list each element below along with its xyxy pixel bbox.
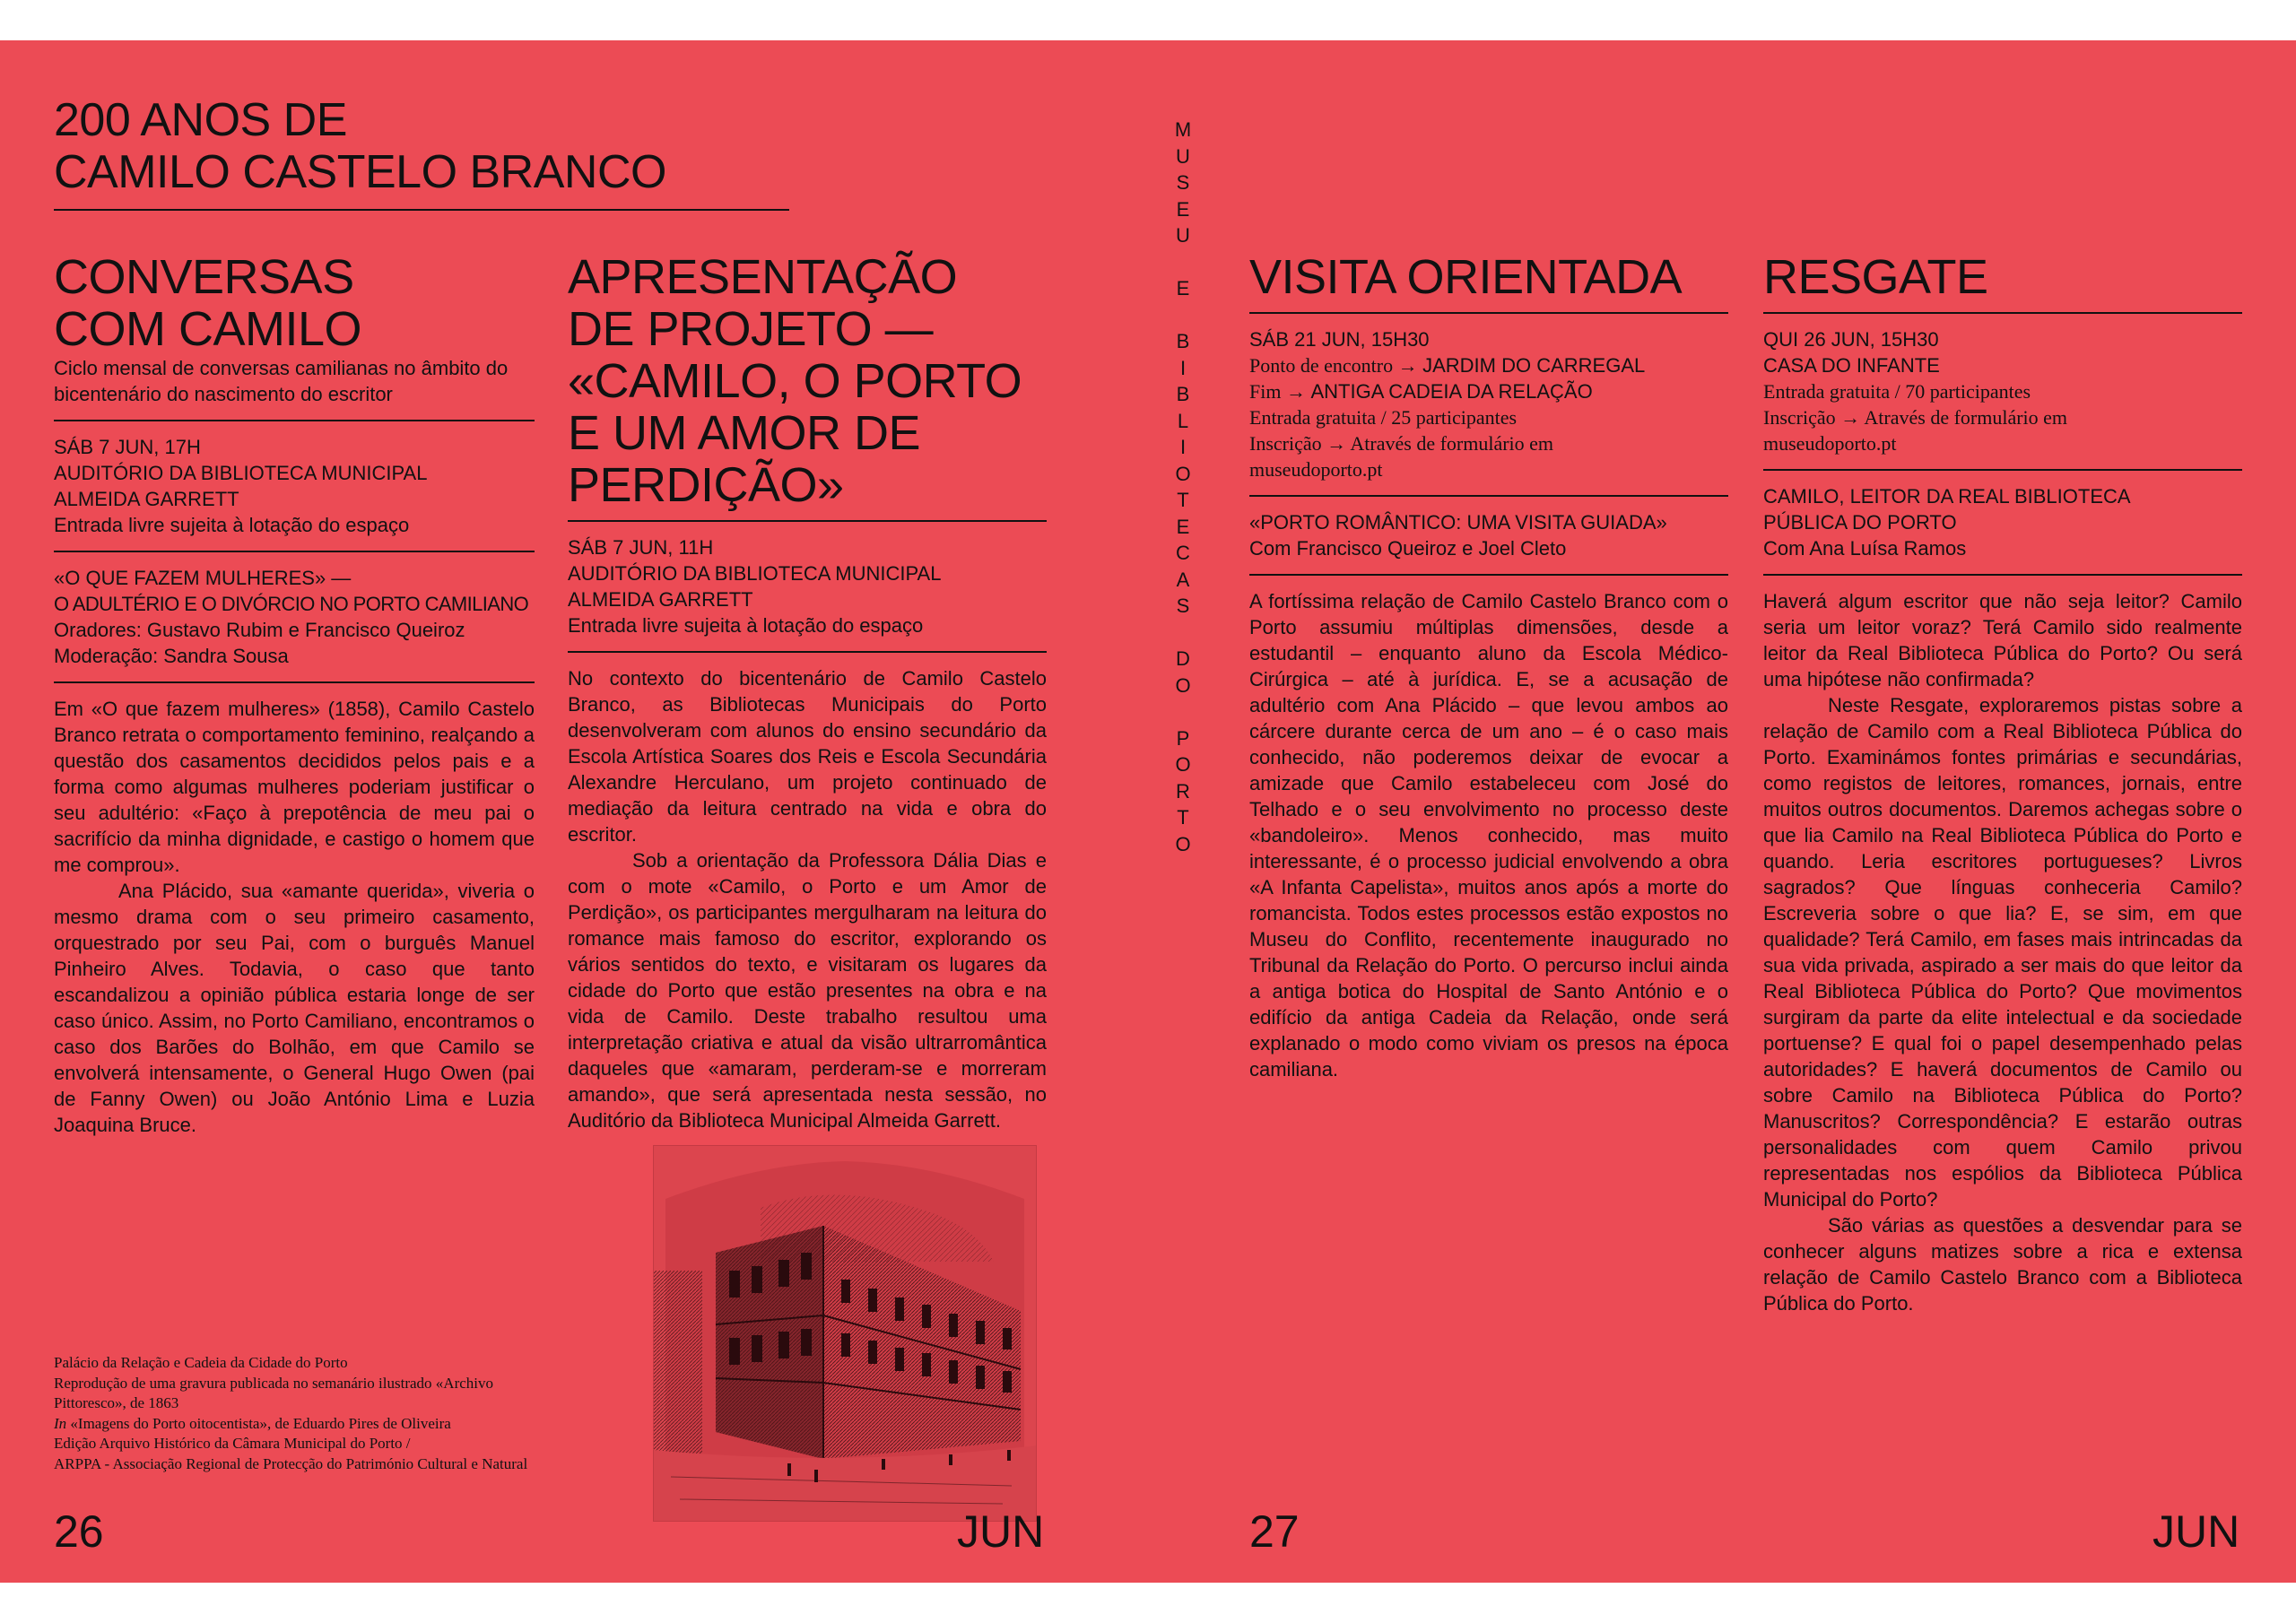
speakers: Oradores: Gustavo Rubim e Francisco Queiroz [54,619,465,641]
caption-text: «Imagens do Porto oitocentista», de Eduardo Pires de Oliveira [70,1414,451,1432]
moderator: Moderação: Sandra Sousa [54,645,289,667]
paragraph: Ana Plácido, sua «amante querida», viveria o mesmo drama com o seu primeiro casamento, orquestrado por seu Pai, com o burguês Manuel Pinheiro Alves. Todavia, o caso que tanto escandalizou a opinião pública estaria longe de ser caso único. Assim, no Porto Camiliano, encontramos o caso dos Barões do Bolhão, em que Camilo se envolverá intensamente, o General Hugo Owen (pai de Fanny Owen) ou João António Lima e Luzia Joaquina Bruce. [54,880,535,1136]
subtitle-line: bicentenário do nascimento do escritor [54,383,393,405]
apresentacao-body [568,665,1047,1133]
detail-value: Através de formulário em [1864,406,2068,429]
visita-session [1249,509,1728,576]
paragraph: Em «O que fazem mulheres» (1858), Camilo Castelo Branco retrata o comportamento feminino, realçando a questão dos casamentos decididos pelos pais e a forma como algumas mulheres poderiam justificar o seu adultério: «Faço à prepotência de meu pai o sacrifício da minha dignidade, e castigo o homem que me comprou». [54,698,535,876]
engraving-image [653,1145,1037,1522]
vertical-letter: S [1176,595,1190,617]
paragraph: Neste Resgate, exploraremos pistas sobre a relação de Camilo com a Real Biblioteca Pública do Porto. Examinámos fontes primárias e secundárias, como registos de leitores, romances, jornais, entre muitos outros documentos. Daremos achegas sobre o que lia Camilo na Real Biblioteca Pública do Porto e quando. Leria escritores portugueses? Livros sagrados? Que línguas conheceria Camilo? Escreveria sobre o que lia? E, se sim, em que qualidade? Terá Camilo, em fases mais intrincadas da sua vida privada, aspirado a ser mais do que leitor da Real Biblioteca Pública do Porto? Que movimentos surgiram da parte da elite intelectual e da sociedade portuense? E qual foi o papel desempenhado pelas autoridades? E haverá documentos de Camilo ou sobre Camilo na Biblioteca Pública do Porto? Manuscritos? Correspondência? E estarão outras personalidades com quem Camilo privou representadas nos espólios da Biblioteca Pública Municipal do Porto? [1763,694,2242,1211]
admission: Entrada livre sujeita à lotação do espaço [568,614,924,637]
date-time [1763,326,2242,352]
detail-value: ANTIGA CADEIA DA RELAÇÃO [1310,380,1593,403]
conversas-session [54,565,535,683]
visita-title: VISITA ORIENTADA [1249,251,1728,314]
venue: AUDITÓRIO DA BIBLIOTECA MUNICIPAL [568,562,942,585]
caption-line: Reprodução de uma gravura publicada no semanário ilustrado «Archivo [54,1374,494,1392]
title-line: CONVERSAS [54,250,354,304]
paragraph: São várias as questões a desvendar para se conhecer alguns matizes sobre a rica e extensa relação de Camilo Castelo Branco com a Biblioteca Pública do Porto. [1763,1214,2242,1315]
vertical-letter: P [1176,726,1190,750]
venue: ALMEIDA GARRETT [568,588,753,611]
vertical-letter [1172,249,1194,276]
detail-label: Inscrição → [1763,406,1865,429]
main-title-line: CAMILO CASTELO BRANCO [54,146,666,198]
apresentacao-section [568,251,1047,1133]
vertical-letter: E [1176,277,1190,299]
vertical-letter: T [1177,489,1189,511]
paragraph: Sob a orientação da Professora Dália Dias e com o mote «Camilo, o Porto e um Amor de Perdição», os participantes mergulharam na leitura do romance mais famoso do escritor, explorando os vários sentidos do texto, e visitaram os lugares da cidade do Porto que estão presentes na obra e na vida de Camilo. Deste trabalho resultou uma interpretação criativa e atual da visão ultrarromântica daqueles que «amaram, perderam-se e morreram amando», que será apresentada nesta sessão, no Auditório da Biblioteca Municipal Almeida Garrett. [568,849,1047,1132]
caption-line: Pittoresco», de 1863 [54,1394,179,1411]
conversas-title [54,251,535,355]
apresentacao-details [568,534,1047,653]
session-title: O ADULTÉRIO E O DIVÓRCIO NO PORTO CAMILIANO [54,593,529,615]
conversas-body [54,696,535,1138]
vertical-letter: A [1176,568,1190,591]
session-title: CAMILO, LEITOR DA REAL BIBLIOTECA [1763,485,2131,508]
vertical-letter: B [1176,330,1190,352]
vertical-letter: O [1175,753,1191,776]
month-left: JUN [957,1506,1045,1557]
vertical-letter: E [1176,197,1190,221]
vertical-letter: T [1177,806,1189,829]
vertical-letter: U [1176,224,1190,247]
detail-label: SÁB 21 JUN, 15H30 [1249,328,1430,351]
venue: ALMEIDA GARRETT [54,488,239,510]
paragraph: Haverá algum escritor que não seja leitor? Camilo seria um leitor voraz? Terá Camilo sido realmente leitor da Real Biblioteca Pública do Porto? Ou será uma hipótese não confirmada? [1763,590,2242,690]
detail-label: QUI 26 JUN, 15H30 [1763,328,1939,351]
conversas-section [54,251,535,1138]
detail-label: Entrada gratuita / 70 participantes [1763,380,2031,403]
resgate-title: RESGATE [1763,251,2242,314]
apresentacao-title [568,251,1047,522]
resgate-section [1763,251,2242,1316]
paragraph: A fortíssima relação de Camilo Castelo Branco com o Porto assumiu múltiplas dimensões, desde a estudantil – enquanto aluno da Escola Médico-Cirúrgica – até à jurídica. E, se a acusação de adultério com Ana Plácido – que levou ambos ao cárcere durante cerca de um ano – é o caso mais conhecido, não poderemos deixar de evocar a amizade que Camilo estabeleceu com José do Telhado e o seu envolvimento no processo deste «bandoleiro». Menos conhecido, mas muito interessante, é o processo judicial envolvendo a obra «A Infanta Capelista», muitos anos após a morte do romancista. Todos estes processos estão expostos no Museu do Conflito, recentemente inaugurado no Tribunal da Relação do Porto. O percurso inclui ainda a antiga botica do Hospital de Santo António e o edifício da antiga Cadeia da Relação, onde será explanado o modo como viviam os presos na época camiliana. [1249,590,1728,1081]
resgate-session [1763,483,2242,576]
caption-line: Palácio da Relação e Cadeia da Cidade do Porto [54,1354,348,1371]
detail-label: Entrada gratuita / 25 participantes [1249,406,1518,429]
vertical-museum-label [1172,117,1194,857]
date-time: SÁB 7 JUN, 11H [568,536,714,559]
paragraph: No contexto do bicentenário de Camilo Castelo Branco, as Bibliotecas Municipais do Porto desenvolveram com alunos do ensino secundário da Escola Artística Soares dos Reis e Escola Secundária Alexandre Herculano, um projeto continuado de mediação da leitura centrado na vida e obra do escritor. [568,667,1047,846]
vertical-letter: C [1176,542,1190,564]
museum-website-link[interactable]: museudoporto.pt [1763,432,1897,455]
resgate-body [1763,588,2242,1316]
vertical-letter: U [1176,144,1190,168]
vertical-letter: R [1176,779,1190,803]
registration [1249,430,1728,456]
admission [1763,378,2242,404]
admission [1249,404,1728,430]
detail-label: Fim → [1249,380,1311,403]
main-title [54,94,789,211]
page-number-right: 27 [1249,1506,1300,1557]
vertical-letter: S [1176,171,1190,194]
vertical-letter: I [1179,356,1187,379]
speakers: Com Ana Luísa Ramos [1763,537,1967,560]
caption-line: ARPPA - Associação Regional de Protecção do Património Cultural e Natural [54,1454,528,1472]
registration [1763,404,2242,430]
vertical-letter: O [1175,462,1191,485]
museum-website-link[interactable]: museudoporto.pt [1249,458,1383,481]
venue: AUDITÓRIO DA BIBLIOTECA MUNICIPAL [54,462,428,484]
vertical-letter: D [1176,647,1190,670]
title-line: «CAMILO, O PORTO [568,354,1022,408]
conversas-details [54,434,535,552]
subtitle-line: Ciclo mensal de conversas camilianas no âmbito do [54,357,509,379]
date-time: SÁB 7 JUN, 17H [54,436,201,458]
session-title: «O QUE FAZEM MULHERES» — [54,567,352,589]
registration-link[interactable] [1249,456,1728,482]
palace-engraving-illustration [653,1145,1037,1522]
visita-details [1249,326,1728,497]
vertical-letter: L [1177,409,1189,432]
vertical-letter: B [1176,383,1190,405]
visita-section [1249,251,1728,1082]
detail-value: JARDIM DO CARREGAL [1422,354,1646,377]
date-time [1249,326,1728,352]
title-line: E UM AMOR DE [568,406,921,460]
vertical-letter: M [1174,118,1192,141]
registration-link[interactable] [1763,430,2242,456]
end-point [1249,378,1728,404]
venue [1763,352,2242,378]
vertical-letter [1172,620,1194,647]
vertical-letter: E [1176,515,1190,538]
title-line: APRESENTAÇÃO [568,250,958,304]
magazine-spread [0,40,2296,1583]
caption-in: In [54,1414,71,1432]
conversas-subtitle [54,355,535,421]
meeting-point [1249,352,1728,378]
admission: Entrada livre sujeita à lotação do espaço [54,514,410,536]
vertical-letter: O [1175,832,1191,855]
detail-value: Através de formulário em [1350,432,1554,455]
detail-label: CASA DO INFANTE [1763,354,1940,377]
image-caption [54,1353,637,1474]
title-line: PERDIÇÃO» [568,458,844,512]
resgate-details [1763,326,2242,471]
vertical-letter [1172,699,1194,725]
caption-line [54,1414,637,1435]
page-number-left: 26 [54,1506,104,1557]
session-title: «PORTO ROMÂNTICO: UMA VISITA GUIADA» [1249,511,1667,534]
title-line: COM CAMILO [54,302,362,356]
vertical-letter: I [1179,436,1187,458]
visita-body [1249,588,1728,1082]
caption-line: Edição Arquivo Histórico da Câmara Municipal do Porto / [54,1435,411,1452]
main-title-line: 200 ANOS DE [54,94,347,146]
month-right: JUN [2152,1506,2240,1557]
vertical-letter [1172,302,1194,329]
detail-label: Ponto de encontro → [1249,354,1423,377]
title-line: DE PROJETO — [568,302,934,356]
session-title: PÚBLICA DO PORTO [1763,511,1957,534]
speakers: Com Francisco Queiroz e Joel Cleto [1249,537,1567,560]
detail-label: Inscrição → [1249,432,1351,455]
vertical-letter: O [1175,673,1191,697]
